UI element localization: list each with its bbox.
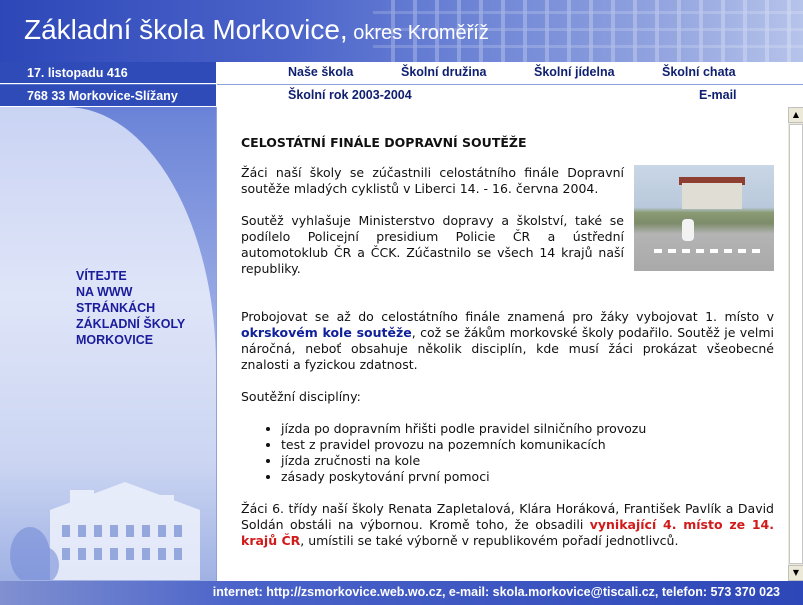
school-building-image bbox=[10, 470, 210, 580]
content-frame[interactable] bbox=[216, 107, 803, 581]
nav-email[interactable]: E-mail bbox=[699, 88, 737, 102]
paragraph-2: Soutěž vyhlašuje Ministerstvo dopravy a školství, také se podílelo Policejní presidium Policie ČR a ústřední automotoklub ČR a ČCK. Zúčastnilo se všech 14 krajů naší republiky. bbox=[241, 213, 624, 276]
secondary-nav bbox=[217, 85, 803, 108]
welcome-line: VÍTEJTE bbox=[76, 269, 127, 283]
welcome-line: NA WWW bbox=[76, 285, 133, 299]
nav-nase-skola[interactable]: Naše škola bbox=[288, 65, 354, 79]
nav-skolni-druzina[interactable]: Školní družina bbox=[401, 65, 487, 79]
welcome-text bbox=[76, 268, 185, 348]
scroll-down-button[interactable]: ▼ bbox=[788, 565, 803, 581]
paragraph-3-text: Probojovat se až do celostátního finále znamená pro žáky vybojovat 1. místo v bbox=[241, 309, 774, 324]
article bbox=[241, 107, 774, 565]
photo-road-stripes bbox=[654, 249, 764, 253]
site-title-main: Základní škola Morkovice, bbox=[24, 14, 348, 45]
site-title-sub: okres Kroměříž bbox=[347, 22, 489, 44]
paragraph-3 bbox=[241, 309, 774, 373]
list-item: • test z pravidel provozu na pozemních komunikacích bbox=[281, 437, 774, 453]
nav-skolni-chata[interactable]: Školní chata bbox=[662, 65, 736, 79]
photo-building bbox=[682, 183, 742, 209]
highlight-4th-place: vynikající 4. místo ze 14. krajů ČR bbox=[241, 517, 774, 548]
article-heading: CELOSTÁTNÍ FINÁLE DOPRAVNÍ SOUTĚŽE bbox=[241, 135, 527, 150]
main-nav bbox=[217, 62, 803, 85]
welcome-line: ZÁKLADNÍ ŠKOLY bbox=[76, 317, 186, 331]
list-item: • zásady poskytování první pomoci bbox=[281, 469, 774, 485]
paragraph-3-text-end: , což se žákům morkovské školy podařilo. Soutěž je velmi náročná, neboť obsahuje několik disciplín, kde musí žáci prokázat všeobecné znalosti a fyzickou zdatnost. bbox=[241, 325, 775, 372]
paragraph-4-text: Žáci 6. třídy naší školy Renata Zapletalová, Klára Horáková, František Pavlík a David Soldán obstáli na výbornou. Kromě toho, že obsadili bbox=[241, 501, 774, 532]
okrskove-kolo-link[interactable]: okrskovém kole soutěže bbox=[241, 325, 412, 340]
nav-skolni-jidelna[interactable]: Školní jídelna bbox=[534, 65, 615, 79]
address-city: 768 33 Morkovice-Slížany bbox=[0, 85, 216, 107]
site-title bbox=[24, 14, 489, 46]
site-header bbox=[0, 0, 803, 62]
disciplines-list bbox=[241, 421, 774, 485]
site-footer: internet: http://zsmorkovice.web.wo.cz, e-mail: skola.morkovice@tiscali.cz, telefon: 573 370 023 bbox=[0, 581, 803, 605]
list-item: • jízda po dopravním hřišti podle pravidel silničního provozu bbox=[281, 421, 774, 437]
welcome-line: MORKOVICE bbox=[76, 333, 154, 347]
scroll-thumb[interactable] bbox=[789, 124, 803, 564]
nav-school-year[interactable]: Školní rok 2003-2004 bbox=[288, 88, 412, 102]
vertical-scrollbar[interactable] bbox=[788, 107, 803, 581]
paragraph-1: Žáci naší školy se zúčastnili celostátního finále Dopravní soutěže mladých cyklistů v Liberci 14. - 16. června 2004. bbox=[241, 165, 624, 196]
photo-cyclist bbox=[682, 219, 694, 241]
disciplines-title: Soutěžní disciplíny: bbox=[241, 389, 361, 404]
list-item: • jízda zručnosti na kole bbox=[281, 453, 774, 469]
scroll-up-button[interactable]: ▲ bbox=[788, 107, 803, 123]
address-street: 17. listopadu 416 bbox=[0, 62, 216, 84]
welcome-line: STRÁNKÁCH bbox=[76, 301, 156, 315]
paragraph-4 bbox=[241, 501, 774, 549]
paragraph-4-text-end: , umístili se také výborně v republikovém pořadí jednotlivců. bbox=[300, 533, 679, 548]
cyclist-photo bbox=[634, 165, 774, 271]
